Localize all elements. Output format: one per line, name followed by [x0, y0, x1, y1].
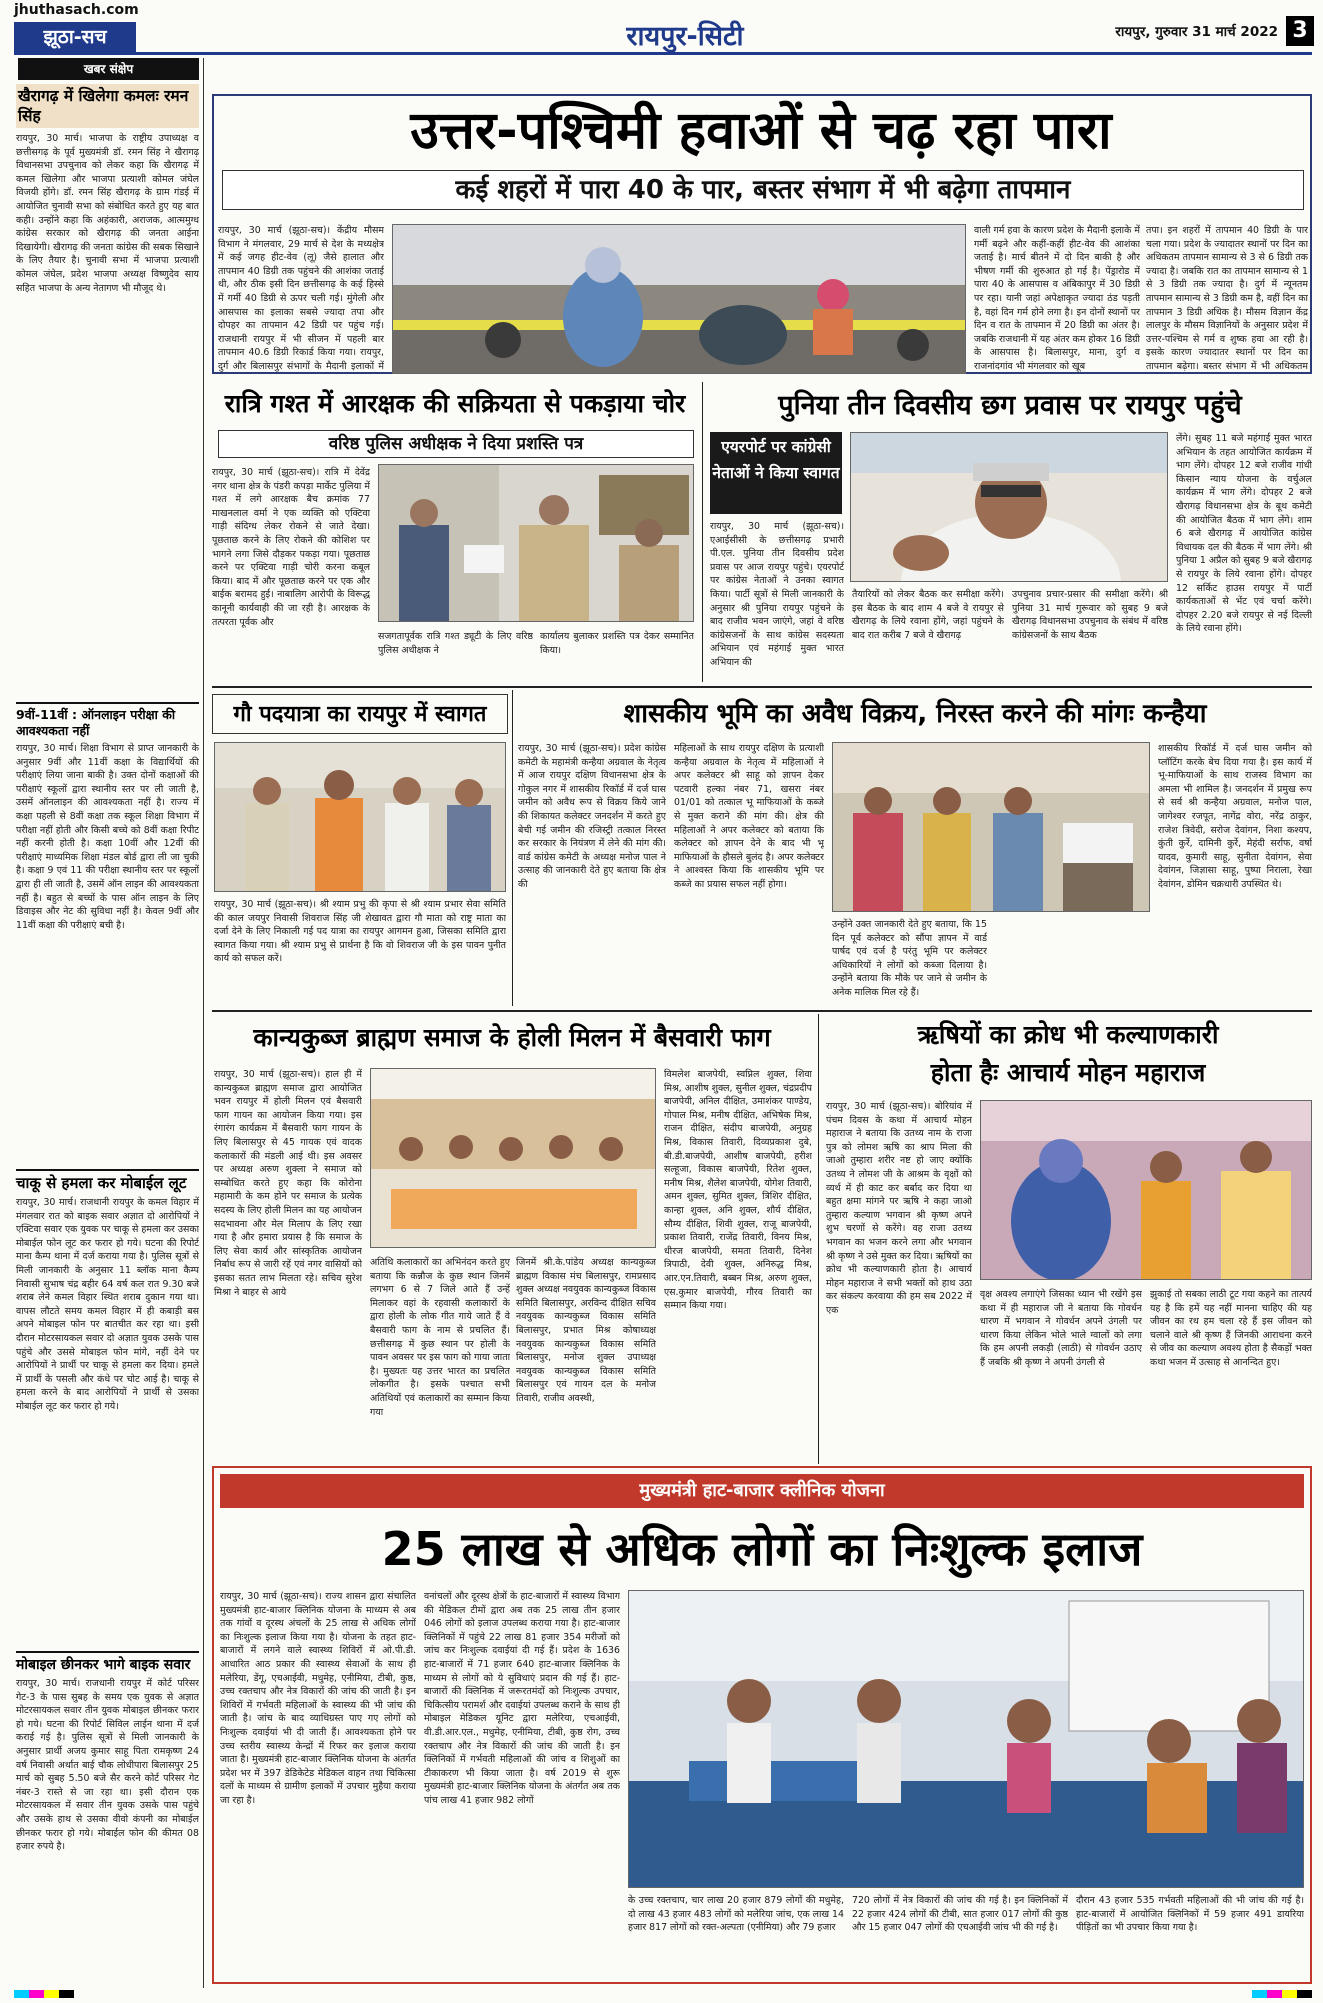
- holi-col-1: रायपुर, 30 मार्च (झूठा-सच)। हाल ही में कान्यकुब्ज ब्राह्मण समाज द्वारा आयोजित भवन रायपुर में होली मिलन एवं बैसवारी फाग गायन का आयोजन किया गया। इस रंगारंग कार्यक्रम में बैसवारी फाग गायन के लिए बिलासपुर से 45 गायक एवं वादक कलाकारों की मंडली आई थी। इस अवसर पर अध्यक्ष अरुण शुक्ला ने समाज को सम्बोधित करते हुए कहा कि कोरोना महामारी के कम होने पर समाज के प्रत्येक सदस्य के लिए होली मिलन का यह आयोजन सदभावना और मेल मिलाप के लिए रखा गया है और हमारा प्रयास है कि समाज के लिए सेवा कार्य और सांस्कृतिक आयोजन निर्बाध रूप से जारी रहें एवं नगर वासियों को इसका सतत लाभ मिलता रहे। सचिव सुरेश मिश्रा ने बाहर से आये: [214, 1069, 362, 1298]
- punia-headline[interactable]: पुनिया तीन दिवसीय छग प्रवास पर रायपुर पहुंचे: [778, 390, 1242, 421]
- lead-col-1: रायपुर, 30 मार्च (झूठा-सच)। केंद्रीय मौसम विभाग ने मंगलवार, 29 मार्च से देश के मध्यक्षेत्र में कई जगह हीट-वेव (लू) जैसे हालात और तापमान 40 डिग्री तक पहुंचने की आशंका जताई थी, और ठीक इसी दिन छत्तीसगढ़ के कई हिस्से में गर्मी 40 डिग्री से ऊपर चली गई। मुंगेली और आसपास का इलाका सबसे ज्यादा तपा और दोपहर का तापमान 42 डिग्री पर पहुंच गई। राजधानी रायपुर में भी सीजन में पहली बार तापमान 40.6 डिग्री रिकार्ड किया गया। रायपुर, दुर्ग और बिलासपुर संभागों के मैदानी इलाकों में: [218, 225, 384, 372]
- holi-milan-photo: [370, 1068, 656, 1248]
- page-number: 3: [1286, 16, 1314, 46]
- land-protest-photo: [832, 742, 1150, 912]
- sidebar-news-briefs: [14, 58, 204, 1988]
- thief-subhead: वरिष्ठ पुलिस अधीक्षक ने दिया प्रशस्ति पत्र: [218, 430, 694, 458]
- clinic-col-2: वनांचलों और दूरस्थ क्षेत्रों के हाट-बाजारों में स्वास्थ्य विभाग की मेडिकल टीमों द्वारा अब तक 25 लाख तीन हजार 046 लोगों को इलाज उपलब्ध कराया गया है। हाट-बाजार क्लिनिकों में पहुंचे 22 लाख 81 हजार 354 मरीजों को जांच कर निःशुल्क दवाईयां दी गई हैं। प्रदेश के 1636 हाट-बाजारों में 71 हजार 640 हाट-बाजार क्लिनिक के माध्यम से लोगों को ये सुविधाएं प्रदान की गई हैं। हाट-बाजारों की क्लिनिक में जरूरतमंदों को निःशुल्क उपचार, चिकित्सीय परामर्श और दवाईयां उपलब्ध कराने के साथ ही मोबाइल मेडिकल यूनिट द्वारा मलेरिया, एचआईवी, वी.डी.आर.एल., मधुमेह, एनीमिया, टीबी, कुष्ठ रोग, उच्च रक्तचाप और नेत्र विकारों की जांच की जाती है। इन क्लिनिकों में गर्भवती महिलाओं की जांच व शिशुओं का टीकाकरण भी किया जाता है। वर्ष 2019 से शुरू मुख्यमंत्री हाट-बाजार क्लिनिक योजना के अंतर्गत अब तक पांच लाख 41 हजार 982 लोगों: [424, 1591, 620, 1806]
- land-col-1: रायपुर, 30 मार्च (झूठा-सच)। प्रदेश कांग्रेस कमेटी के महामंत्री कन्हैया अग्रवाल के नेतृत्व में आज रायपुर दक्षिण विधानसभा क्षेत्र के गोकुल नगर में शासकीय रिकॉर्ड में दर्ज घास जमीन को अवैध रूप से विक्रय किये जाने की शिकायत कलेक्टर जनदर्शन में करते हुए बेची गई जमीन की रजिस्ट्री तत्काल निरस्त कर सरकार के नियंत्रण में लेने की मांग की। वार्ड कांग्रेस कमेटी के अध्यक्ष मनोज पाल ने उत्साह की जानकारी देते हुए बताया कि क्षेत्र की: [518, 743, 666, 890]
- clinic-photo-art: [629, 1591, 1304, 1888]
- clinic-col-4: 720 लोगों में नेत्र विकारों की जांच की गई है। इन क्लिनिकों में 22 हजार 424 लोगों की टीबी, सात हजार 017 लोगों की कुष्ठ और 15 हजार 047 लोगों की एचआईवी जांच भी की गई है।: [852, 1895, 1068, 1934]
- rishi-headline-line2[interactable]: होता हैः आचार्य मोहन महाराज: [930, 1058, 1206, 1087]
- punia-col-2: तैयारियों को लेकर बैठक कर समीक्षा करेंगे। इस बैठक के बाद शाम 4 बजे वे रायपुर से खैरागढ़ के लिये रवाना होंगे, जहां पहुंचने के बाद रात करीब 7 बजे वे खैरागढ़: [852, 589, 1004, 641]
- gau-photo-art: [215, 743, 506, 892]
- brief-body-1: रायपुर, 30 मार्च। भाजपा के राष्ट्रीय उपाध्यक्ष व छत्तीसगढ़ के पूर्व मुख्यमंत्री डॉ. रमन सिंह ने खैरागढ़ विधानसभा उपचुनाव को लेकर कहा कि खैरागढ़ में कमल खिलेगा और भाजपा प्रत्याशी कोमल जंघेल विजयी होंगे। डॉ. रमन सिंह खैरागढ़ के ग्राम गंडई में आयोजित चुनावी सभा को संबोधित करते हुए यह बात कही। उन्होंने कहा कि अहंकारी, अराजक, आत्ममुग्ध कांग्रेस सरकार को खैरागढ़ की जनता आईना दिखायेगी। खैरागढ़ की जनता कांग्रेस की सबक सिखाने के लिए तैयार है। चुनावी सभा में भाजपा प्रत्याशी कोमल जंघेल, प्रदेश भाजपा अध्यक्ष विष्णुदेव साय सहित भाजपा के अन्य नेतागण भी मौजूद थे।: [16, 133, 199, 294]
- police-award-photo: [378, 464, 694, 622]
- gau-headline[interactable]: गौ पदयात्रा का रायपुर में स्वागत: [212, 694, 508, 734]
- rishi-col-2: वृक्ष अवश्य लगाएंगे जिसका ध्यान भी रखेंगे इस कथा में ही महाराज जी ने बताया कि गोवर्धन धारण में भगवान ने गोवर्धन अपने उंगली पर धारण किया लेकिन भोले भाले ग्वालों को लगा कि हम अपनी लकड़ी (लाठी) से गोवर्धन उठाए हैं जबकि श्री कृष्ण ने अपनी उंगली से: [980, 1289, 1142, 1368]
- brand-logo: झूठा-सच: [14, 22, 136, 52]
- gau-padyatra-photo: [214, 742, 506, 892]
- color-registration-bar: [14, 1990, 74, 1998]
- column-divider: [512, 690, 513, 1006]
- land-col-2: महिलाओं के साथ रायपुर दक्षिण के प्रत्याशी कन्हैया अग्रवाल के नेतृत्व में महिलाओं ने अपर कलेक्टर श्री साहू को ज्ञापन देकर पटवारी हल्का नंबर 71, खसरा नंबर 01/01 को तत्काल भू माफियाओं के कब्जे से मुक्त कराने की मांग की। क्षेत्र की महिलाओं ने अपर कलेक्टर को बताया कि कलेक्टर को ज्ञापन देने के बाद भी भू माफियाओं के हौसले बुलंद है। अपर कलेक्टर ने आश्वस्त किया कि शासकीय भूमि पर कब्जे का प्रयास सफल नहीं होगा।: [674, 743, 824, 890]
- thief-headline[interactable]: रात्रि गश्त में आरक्षक की सक्रियता से पकड़ाया चोर: [224, 389, 686, 418]
- holi-col-2: अतिथि कलाकारों का अभिनंदन करते हुए बताया कि कन्नौज के कुछ स्थान जिनमें लगभग 6 से 7 जिले आते हैं उन्हें मिलाकर वहां के रहवासी कलाकारों के द्वारा होली के लोक गीत गाये जाते हैं वे बैसवारी फाग के नाम से प्रचलित हैं। छत्तीसगढ़ में कुछ स्थान पर होली के पावन अवसर पर इस फाग को गाया जाता है। मुख्यतः यह उत्तर भारत का प्रचलित लोकगीत है। इसके पश्चात सभी अतिथियों एवं कलाकारों का सम्मान किया गया: [370, 1257, 510, 1418]
- rishi-col-3: झुकाई तो सबका लाठी टूट गया कहने का तात्पर्य यह है कि हमें यह नहीं मानना चाहिए की यह जीवन का रथ हम चला रहे हैं इस जीवन को चलाने वाले श्री कृष्ण हैं जिनकी आराधना करने से जीव का कल्याण अवश्य होता है सैकड़ों भक्त कथा भजन में उत्साह से आनन्दित हुए।: [1150, 1289, 1312, 1368]
- lead-subhead: कई शहरों में पारा 40 के पार, बस्तर संभाग में भी बढ़ेगा तापमान: [222, 170, 1304, 210]
- land-photo-art: [833, 743, 1150, 912]
- scooter-riders-photo: [392, 224, 966, 374]
- lead-col-3: तपा। इन शहरों में तापमान 40 डिग्री के पार चला गया। प्रदेश के ज्यादातर स्थानों पर दिन का अधिकतम तापमान सामान्य से 3 से 6 डिग्री तक ज्यादा है। जबकि रात का तापमान सामान्य से 1 से 3 डिग्री तक ज्यादा है। दुर्ग में न्यूनतम तापमान सामान्य से 3 डिग्री कम है, वहीं दिन का तापमान 3 डिग्री अधिक है। मौसम विज्ञान केंद्र लालपुर के मौसम विज्ञानियों के अनुसार प्रदेश में उत्तर-पश्चिम से गर्म व शुष्क हवा आ रही है। इसके कारण ज्यादातर स्थानों पर दिन का तापमान बढ़ेगा। बस्तर संभाग में भी अधिकतम: [1146, 225, 1308, 372]
- katha-photo: [980, 1100, 1312, 1280]
- brief-title-3[interactable]: चाकू से हमला कर मोबाईल लूट: [16, 1169, 199, 1193]
- sidebar-label: खबर संक्षेप: [18, 58, 199, 80]
- holi-col-3: जिनमें श्री.के.पांडेय अध्यक्ष कान्यकुब्ज ब्राह्मण विकास मंच बिलासपुर, रामप्रसाद शुक्ल अध्यक्ष नवयुवक कान्यकुब्ज विकास समिति बिलासपुर, अरविन्द दीक्षित सचिव नवयुवक कान्यकुब्ज विकास समिति बिलासपुर, प्रभात मिश्र कोषाध्यक्ष नवयुवक कान्यकुब्ज विकास समिति बिलासपुर, मनोज शुक्ल उपाध्यक्ष नवयुवक कान्यकुब्ज विकास समिति बिलासपुर एवं गायन दल के मनोज तिवारी, राजीव अवस्थी,: [516, 1257, 656, 1404]
- thief-col-2: सजगतापूर्वक रात्रि गश्त ड्यूटी के लिए वरिष्ठ पुलिस अधीक्षक ने: [378, 631, 533, 656]
- brief-title-2[interactable]: 9वीं-11वीं : ऑनलाइन परीक्षा की आवश्यकता नहीं: [16, 702, 199, 739]
- clinic-col-5: दौरान 43 हजार 535 गर्भवती महिलाओं की भी जांच की गई है। हाट-बाजारों में आयोजित क्लिनिकों में 59 हजार 491 डायरिया पीड़ितों का भी उपचार किया गया है।: [1076, 1895, 1304, 1934]
- section-title: रायपुर-सिटी: [626, 21, 744, 52]
- land-col-4: शासकीय रिकॉर्ड में दर्ज घास जमीन को प्लॉटिंग करके बेच दिया गया है। इस कार्य में भू-माफियाओं के साथ राजस्व विभाग का अमला भी शामिल है। जनदर्शन में प्रमुख रूप से सर्व श्री कन्हैया अग्रवाल, मनोज पाल, जागेश्वर रजपूत, नागेंद्र वोरा, नरेंद्र ठाकुर, राजेश त्रिवेदी, सरोज देवांगन, निशा कश्यप, कुंती कुर्रे, दामिनी कुर्रे, मेहंदी सर्राफ, वर्षा यादव, कुमारी साहू, सुनीता देवांगन, सेवा देवांगन, जिज्ञासा साहू, पुष्पा निराला, रेखा देवांगन, डोमिन चक्रधारी उपस्थित थे।: [1158, 743, 1312, 890]
- brief-body-3: रायपुर, 30 मार्च। राजधानी रायपुर के कमल विहार में मंगलवार रात को बाइक सवार अज्ञात दो आरोपियों ने एक्टिवा सवार एक युवक पर चाकू से हमला कर उसका मोबाईल फोन लूट कर फरार हो गये। घटना की रिपोर्ट माना कैम्प थाना में दर्ज कराया गया है। पुलिस सूत्रों से मिली जानकारी के अनुसार 11 ब्लॉक माना कैम्प निवासी सुभाष चंद्र बहीर 64 वर्ष कल रात 9.30 बजे शराब लेने कमल विहार स्थित शराब दुकान गया था। वापस लौटते समय कमल विहार में ही कबाड़ी बस अपने मोबाइल फोन पर बातचीत कर रहा था। इसी दौरान मोटरसायकल सवार दो अज्ञात युवक उसके पास पहुंचे और उससे मोबाइल फोन मांगे, नहीं देने पर आरोपियों ने प्रार्थी पर चाकू से हमला कर दिया। हमले में प्रार्थी के पसली और कंधे पर चोट आई है। चाकू से हमला करने के बाद आरोपियों ने प्रार्थी से उसका मोबाईल लूट कर फरार हो गये।: [16, 1197, 199, 1412]
- police-photo-art: [379, 465, 694, 622]
- holi-photo-art: [371, 1069, 656, 1248]
- brief-title-4[interactable]: मोबाइल छीनकर भागे बाइक सवार: [16, 1651, 199, 1674]
- thief-col-3: कार्यालय बुलाकर प्रशस्ति पत्र देकर सम्मानित किया।: [540, 631, 694, 656]
- section-rule: [212, 1010, 1312, 1012]
- pl-punia-photo: [850, 432, 1168, 582]
- land-headline[interactable]: शासकीय भूमि का अवैध विक्रय, निरस्त करने की मांगः कन्हैया: [623, 699, 1207, 729]
- punia-col-3: उपचुनाव प्रचार-प्रसार की समीक्षा करेंगे। श्री पुनिया 31 मार्च गुरूवार को सुबह 9 बजे खैरागढ़ विधानसभा उपचुनाव के संबंध में वरिष्ठ कांग्रेसजनों के साथ बैठक: [1012, 589, 1168, 641]
- punia-col-1: रायपुर, 30 मार्च (झूठा-सच)। एआईसीसी के छत्तीसगढ़ प्रभारी पी.एल. पुनिया तीन दिवसीय प्रदेश प्रवास पर आज रायपुर पहुंचे। एयरपोर्ट पर कांग्रेस नेताओं ने उनका स्वागत किया। पार्टी सूत्रों से मिली जानकारी के अनुसार श्री पुनिया रायपुर पहुंचने के बाद राजीव भवन जाएंगे, जहां वे वरिष्ठ कांग्रेसजनों के साथ कांग्रेस सदस्यता अभियान एवं महंगाई मुक्त भारत अभियान की: [710, 521, 844, 668]
- rishi-col-1: रायपुर, 30 मार्च (झूठा-सच)। बोरियांव में पंचम दिवस के कथा में आचार्य मोहन महाराज ने बताया कि उतथ्य नाम के राजा पुत्र को लोमश ऋषि का श्राप मिला की जाओ तुम्हारा शरीर नष्ट हो जाए क्योंकि उतथ्य ने लोमश जी के आश्रम के वृक्षों को व्यर्थ में ही काट कर बर्बाद कर दिया था बहुत क्षमा मांगने पर ऋषि ने कहा जाओ तुम्हारा कल्याण भगवान श्री कृष्ण अपने शुभ चरणों से करेंगे। वह राजा उतथ्य भगवान का भजन करने लगा और भगवान श्री कृष्ण ने उसे मुक्त कर दिया। ऋषियों का क्रोध भी कल्याणकारी होता है। आचार्य मोहन महाराज ने सभी भक्तों को हाथ उठा कर संकल्प करवाया की हम सब 2022 में एक: [826, 1101, 972, 1316]
- clinic-col-1: रायपुर, 30 मार्च (झूठा-सच)। राज्य शासन द्वारा संचालित मुख्यमंत्री हाट-बाजार क्लिनिक योजना के माध्यम से अब तक गांवों व दूरस्थ अंचलों के 25 लाख से अधिक लोगों का निःशुल्क इलाज किया गया है। योजना के तहत हाट-बाजारों में लगने वाले स्वास्थ्य शिविरों में ओ.पी.डी. आधारित आठ प्रकार की स्वास्थ्य सेवाओं के साथ ही मलेरिया, डेंगू, एचआईवी, मधुमेह, एनीमिया, टीबी, कुष्ठ, उच्च रक्तचाप और नेत्र विकारों की जांच की जाती है। इन शिविरों में गर्भवती महिलाओं के स्वास्थ्य की भी जांच की जाती है। जांच के बाद व्याधिग्रस्त पाए गए लोगों को निःशुल्क दवाईयां भी दी जाती हैं। आवश्यकता होने पर उच्च स्तरीय स्वास्थ्य केन्द्रों में रिफर कर इलाज कराया जाता है। मुख्यमंत्री हाट-बाजार क्लिनिक योजना के अंतर्गत प्रदेश भर में 397 डेडिकेटेड मेडिकल वाहन तथा चिकित्सा दलों के माध्यम से ग्रामीण इलाकों में उपचार मुहैया कराया जा रहा है।: [220, 1591, 416, 1806]
- clinic-banner: मुख्यमंत्री हाट-बाजार क्लीनिक योजना: [220, 1474, 1304, 1508]
- katha-photo-art: [981, 1101, 1312, 1280]
- holi-col-4: विमलेश बाजपेयी, स्वप्निल शुक्ल, शिवा मिश्र, आशीष शुक्ल, सुनील शुक्ल, चंद्रप्रदीप बाजपेयी, अनिल दीक्षित, उमाशंकर पाण्डेय, गोपाल मिश्र, मनीष दीक्षित, अभिषेक मिश्र, राजन दीक्षित, संदीप बाजपेयी, अनुग्रह मिश्र, विकास तिवारी, दिव्यप्रकाश दुबे, बी.डी.बाजपेयी, आशीष बाजपेयी, हरीश सल्हूजा, विकास बाजपेयी, रितेश शुक्ल, मनीष मिश्र, शैलेश बाजपेयी, योगेश तिवारी, अमन शुक्ल, सुमित शुक्ल, त्रिशिर दीक्षित, कान्हा शुक्ल, अनि शुक्ल, शौर्य दीक्षित, सौम्य दीक्षित, शिवी शुक्ल, राजू बाजपेयी, प्रकाश तिवारी, राजेंद्र तिवारी, विनय मिश्र, धीरज बाजपेयी, समता तिवारी, दिनेश त्रिपाठी, देवी शुक्ल, अनिरुद्ध मिश्र, आर.एन.तिवारी, बब्बन मिश्र, अरुण शुक्ल, एस.कुमार बाजपेयी, गौरव तिवारी का सम्मान किया गया।: [664, 1069, 812, 1312]
- clinic-camp-photo: [628, 1590, 1304, 1888]
- rishi-headline-line1[interactable]: ऋषियों का क्रोध भी कल्याणकारी: [917, 1020, 1219, 1049]
- land-col-3: उन्होंने उक्त जानकारी देते हुए बताया, कि 15 दिन पूर्व कलेक्टर को सौंपा ज्ञापन में वार्ड पार्षद एवं दर्ज है परंतु भूमि पर कलेक्टर अधिकारियों ने लोगों को कब्जा दिलाया है। उन्होंने बताया कि मौके पर जाने से जमीन के अनेक मालिक मिल रहे हैं।: [832, 919, 987, 998]
- column-divider: [702, 382, 703, 682]
- column-divider: [818, 1014, 819, 1464]
- lead-headline[interactable]: उत्तर-पश्चिमी हवाओं से चढ़ रहा पारा: [410, 101, 1112, 161]
- site-url[interactable]: jhuthasach.com: [14, 2, 139, 18]
- holi-headline[interactable]: कान्यकुब्ज ब्राह्मण समाज के होली मिलन में बैसवारी फाग: [253, 1023, 771, 1052]
- color-registration-bar: [1252, 1990, 1312, 1998]
- punia-tag: एयरपोर्ट पर कांग्रेसी नेताओं ने किया स्वागत: [710, 432, 842, 514]
- punia-photo-art: [851, 433, 1168, 582]
- masthead-rule: [14, 52, 1312, 55]
- clinic-headline[interactable]: 25 लाख से अधिक लोगों का निःशुल्क इलाज: [381, 1522, 1143, 1576]
- lead-col-2: वाली गर्म हवा के कारण प्रदेश के मैदानी इलाके में गर्मी बढ़ने और कहीं-कहीं हीट-वेव की आशंका जताई है। मार्च बीतने में दो दिन बाकी है और भीषण गर्मी की शुरुआत हो गई है। पेंड्रारोड में पारा 40 के आसपास व अंबिकापुर में 30 डिग्री पर रहा। यानी जहां अपेक्षाकृत ज्यादा ठंड पड़ती है, वहां दिन गर्म होने लगा है। इन दोनों स्थानों पर दिन व रात के तापमान में 20 डिग्री का अंतर है। जबकि राजधानी में यह अंतर कम होकर 16 डिग्री के आसपास है। बिलासपुर, माना, दुर्ग व राजनांदगांव भी मंगलवार को खूब: [974, 225, 1140, 372]
- date-line: रायपुर, गुरुवार 31 मार्च 2022: [1115, 24, 1278, 40]
- thief-col-1: रायपुर, 30 मार्च (झूठा-सच)। रात्रि में देवेंद्र नगर थाना क्षेत्र के पंडरी कपड़ा मार्केट पुलिया में गश्त में लगे आरक्षक बैच क्रमांक 77 माखनलाल वर्मा ने एक व्यक्ति को एक्टिवा गाड़ी संदिग्ध लेकर रोकने से जाते देखा। पूछताछ करने के लिए रोकने की कोशिश पर भागने लगा जिसे दौड़कर पकड़ा गया। पूछताछ करने पर एक्टिवा गाड़ी चोरी करना कबूल किया। बाद में और पूछताछ करने पर एक और बाईक बरामद हुई। नाबालिग आरोपी के विरूद्ध कानूनी कार्यवाही की जा रही है। आरक्षक के तत्परता पूर्वक और: [212, 467, 370, 628]
- brief-body-2: रायपुर, 30 मार्च। शिक्षा विभाग से प्राप्त जानकारी के अनुसार 9वीं और 11वीं कक्षा के विद्यार्थियों की परीक्षाएं लिया जाना बाकी है। उक्त दोनों कक्षाओं की परीक्षाएं स्कूलों द्वारा स्थानीय स्तर पर ली जाती है, उसमें ऑनलाइन की आवश्यकता नहीं है। राज्य में कक्षा पहली से 8वीं कक्षा तक स्कूल शिक्षा विभाग में परीक्षा नहीं होती और किसी बच्चे को 8वीं कक्षा रिपीट नहीं करनी होती है। कक्षा 10वीं और 12वीं की परीक्षाएं माध्यमिक शिक्षा मंडल बोर्ड द्वारा ली जा चुकी है। कक्षा 9 एवं 11 की परीक्षा स्थानीय स्तर पर स्कूलों द्वारा ही ली जाती है, उसमें ऑन लाइन की आवश्यकता नहीं है। बहुत से बच्चों के पास ऑन लाइन के लिए डिवाइस और नेट की सुविधा नहीं है। केवल 9वीं और 11वीं कक्षा की परीक्षाएं बची है।: [16, 743, 199, 931]
- clinic-col-3: के उच्च रक्तचाप, चार लाख 20 हजार 879 लोगों की मधुमेह, दो लाख 43 हजार 483 लोगों को मलेरिया जांच, एक लाख 14 हजार 817 लोगों को रक्त-अल्पता (एनीमिया) और 79 हजार: [628, 1895, 844, 1934]
- brief-body-4: रायपुर, 30 मार्च। राजधानी रायपुर में कोर्ट परिसर गेट-3 के पास सुबह के समय एक युवक से अज्ञात मोटरसायकल सवार तीन युवक मोबाइल छीनकर फरार हो गये। घटना की रिपोर्ट सिविल लाईन थाना में दर्ज कराई गई है। पुलिस सूत्रों से मिली जानकारी के अनुसार प्रार्थी अजय कुमार साहू पिता रामकृष्ण 24 वर्ष निवासी अर्थात बाई चौक लोधीपारा बिलासपुर 25 मार्च को सुबह 5.50 बजे सैर करने कोर्ट परिसर गेट नंबर-3 रास्ते से जा रहा था। इसी दौरान एक मोटरसायकल में सवार तीन युवक उसके पास पहुंचे और उसके हाथ से उसका वीवो कंपनी का मोबाईल छीनकर फरार हो गये। मोबाईल फोन की कीमत 08 हजार रुपये है।: [16, 1678, 199, 1853]
- brief-title-1[interactable]: खैरागढ़ में खिलेगा कमलः रमन सिंह: [16, 84, 199, 128]
- gau-body: रायपुर, 30 मार्च (झूठा-सच)। श्री श्याम प्रभु की कृपा से श्री श्याम प्रभार सेवा समिति की काल जयपुर निवासी शिवराज सिंह जी शेखावत द्वारा गौ माता को राष्ट्र माता का दर्जा देने के लिए निकाली गई पद यात्रा का रायपुर आगमन हुआ, जिसका समिति द्वारा स्वागत किया गया। श्री श्याम प्रभु से प्रार्थना है कि वो शिवराज जी के इस पावन पुनीत कार्य को सफल करें।: [214, 899, 506, 965]
- section-rule: [212, 686, 1312, 688]
- scooter-photo-art: [393, 225, 966, 374]
- punia-col-4: लेंगे। सुबह 11 बजे महंगाई मुक्त भारत अभियान के तहत आयोजित कार्यक्रम में भाग लेंगे। दोपहर 12 बजे राजीव गांधी किसान न्याय योजना के वर्चुअल कार्यक्रम में भाग लेंगे। दोपहर 2 बजे खैरागढ़ विधानसभा क्षेत्र के बूथ कमेटी की आयोजित बैठक में भाग लेंगे। शाम 6 बजे खैरागढ़ में आयोजित कांग्रेस विधायक दल की बैठक में भाग लेंगे। श्री पुनिया 1 अप्रैल को सुबह 9 बजे खैरागढ़ से रायपुर के लिये रवाना होंगे। दोपहर 12 सर्किट हाउस रायपुर में पार्टी कार्यकताओं से भेंट एवं चर्चा करेंगे। दोपहर 2.20 बजे रायपुर से नई दिल्ली के लिये रवाना होंगे।: [1176, 433, 1312, 635]
